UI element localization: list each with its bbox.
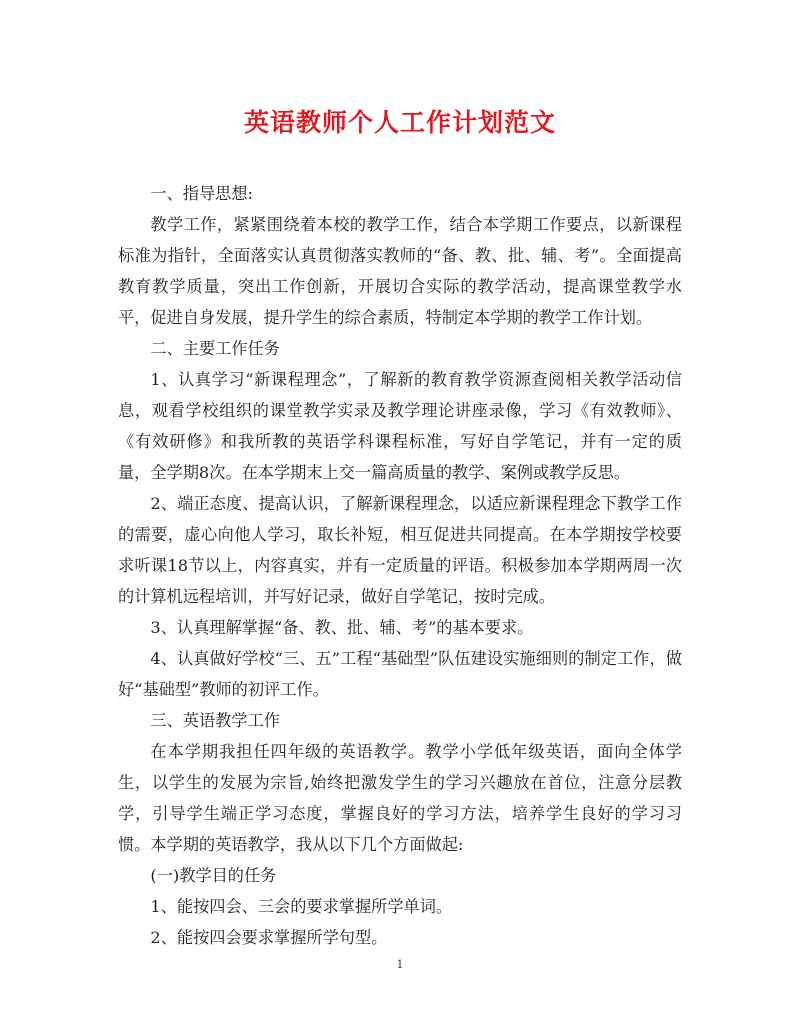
document-title: 英语教师个人工作计划范文 (243, 108, 556, 137)
subheading-teaching-goals: (一)教学目的任务 (150, 866, 277, 885)
list-item-goal-2: 2、能按四会要求掌握所学句型。 (150, 928, 388, 947)
paragraph-task-2: 2、端正态度、提高认识，了解新课程理念，以适应新课程理念下教学工作的需要，虚心向他人学习，取长补短，相互促进共同提高。在本学期按学校要求听课18节以上，内容真实，并有一定质量的评语。积极参加本学期两周一次的计算机远程培训，并写好记录，做好自学笔记，按时完成。 (118, 494, 682, 606)
paragraph-task-4: 4、认真做好学校“三、五”工程“基础型”队伍建设实施细则的制定工作，做好“基础型”教师的初评工作。 (118, 649, 682, 699)
section-heading-guiding-ideas: 一、指导思想: (150, 184, 253, 203)
section-heading-english-teaching: 三、英语教学工作 (150, 711, 280, 730)
paragraph-task-1: 1、认真学习“新课程理念”，了解新的教育教学资源查阅相关教学活动信息，观看学校组织的课堂教学实录及教学理论讲座录像，学习《有效教师》、《有效研修》和我所教的英语学科课程标准，写好自学笔记，并有一定的质量，全学期8次。在本学期末上交一篇高质量的教学、案例或教学反思。 (118, 370, 682, 482)
paragraph-english-teaching: 在本学期我担任四年级的英语教学。教学小学低年级英语，面向全体学生，以学生的发展为宗旨,始终把激发学生的学习兴趣放在首位，注意分层教学，引导学生端正学习态度，掌握良好的学习方法，培养学生良好的学习习惯。本学期的英语教学，我从以下几个方面做起: (118, 742, 682, 854)
list-item-goal-1: 1、能按四会、三会的要求掌握所学单词。 (150, 897, 453, 916)
section-heading-main-tasks: 二、主要工作任务 (150, 339, 280, 358)
paragraph-task-3: 3、认真理解掌握“备、教、批、辅、考”的基本要求。 (150, 618, 534, 637)
page-number: 1 (396, 958, 404, 971)
document-body (118, 178, 682, 953)
paragraph-guiding-ideas: 教学工作，紧紧围绕着本校的教学工作，结合本学期工作要点，以新课程标准为指针，全面落实认真贯彻落实教师的“备、教、批、辅、考”。全面提高教育教学质量，突出工作创新，开展切合实际的教学活动，提高课堂教学水平，促进自身发展，提升学生的综合素质，特制定本学期的教学工作计划。 (118, 215, 682, 327)
